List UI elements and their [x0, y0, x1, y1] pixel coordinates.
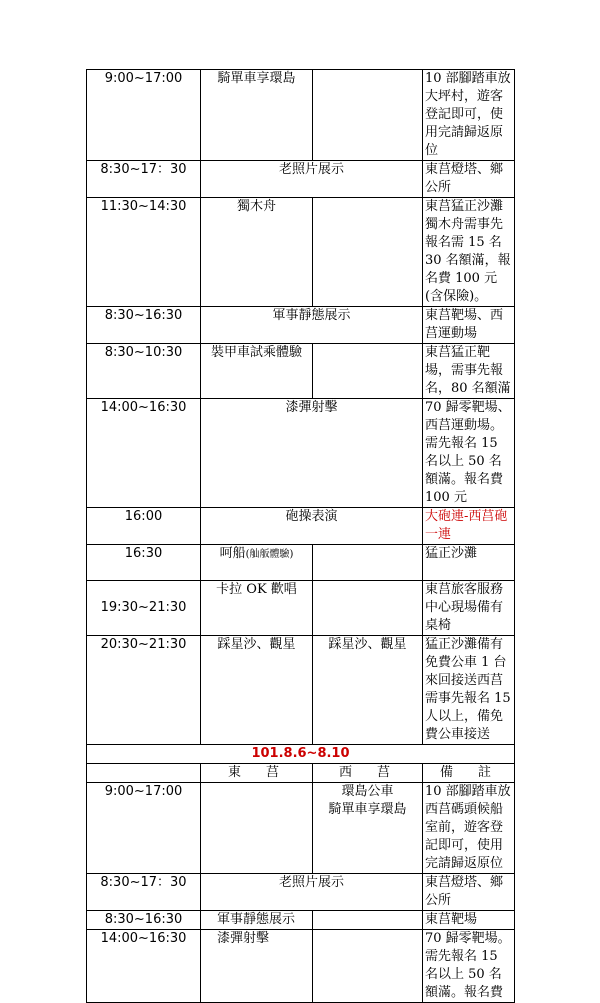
time-header [87, 764, 201, 783]
schedule-table [86, 69, 515, 1003]
west-activity [313, 581, 423, 636]
table-row [87, 911, 515, 930]
shared-activity: 老照片展示 [201, 874, 423, 911]
east-activity: 裝甲車試乘體驗 [201, 344, 313, 399]
east-activity: 騎單車享環島 [201, 70, 313, 161]
time-cell: 16:30 [87, 545, 201, 581]
time-cell: 11:30~14:30 [87, 198, 201, 307]
east-activity: 卡拉 OK 歡唱 [201, 581, 313, 636]
note-cell: 東莒猛正沙灘獨木舟需事先報名需 15 名 30 名額滿，報名費 100 元(含保險)。 [423, 198, 515, 307]
east-activity: 獨木舟 [201, 198, 313, 307]
time-cell: 16:00 [87, 508, 201, 545]
table-row [87, 307, 515, 344]
time-cell: 14:00~16:30 [87, 930, 201, 1003]
west-activity: 環島公車 騎單車享環島 [313, 783, 423, 874]
table-row [87, 70, 515, 161]
east-activity-label: 呵船 [219, 546, 246, 561]
section-date: 101.8.6~8.10 [87, 745, 515, 764]
note-cell: 猛正沙灘 [423, 545, 515, 581]
note-cell: 猛正沙灘備有免費公車 1 台來回接送西莒需事先報名 15 人以上，備免費公車接送 [423, 636, 515, 745]
table-row [87, 545, 515, 581]
section-date-row [87, 745, 515, 764]
table-row [87, 636, 515, 745]
shared-activity: 老照片展示 [201, 161, 423, 198]
note-cell: 東莒旅客服務中心現場備有桌椅 [423, 581, 515, 636]
east-activity-sub: (舢舨體驗) [245, 549, 294, 560]
west-activity [313, 344, 423, 399]
note-header: 備 註 [423, 764, 515, 783]
shared-activity: 漆彈射擊 [201, 399, 423, 508]
table-row [87, 161, 515, 198]
time-cell: 9:00~17:00 [87, 70, 201, 161]
note-cell: 東莒猛正靶場，需事先報名，80 名額滿 [423, 344, 515, 399]
west-activity [313, 198, 423, 307]
time-cell: 8:30~16:30 [87, 911, 201, 930]
time-cell: 8:30~17：30 [87, 874, 201, 911]
table-row [87, 783, 515, 874]
table-row [87, 198, 515, 307]
east-activity: 漆彈射擊 [201, 930, 313, 1003]
table-row [87, 508, 515, 545]
time-cell: 8:30~16:30 [87, 307, 201, 344]
time-cell: 20:30~21:30 [87, 636, 201, 745]
east-activity: 軍事靜態展示 [201, 911, 313, 930]
note-cell: 10 部腳踏車放西莒碼頭候船室前，遊客登記即可，使用完請歸返原位 [423, 783, 515, 874]
time-cell: 8:30~17：30 [87, 161, 201, 198]
note-cell: 東莒靶場 [423, 911, 515, 930]
shared-activity: 砲操表演 [201, 508, 423, 545]
east-activity [201, 783, 313, 874]
note-cell: 東莒靶場、西莒運動場 [423, 307, 515, 344]
note-cell: 10 部腳踏車放大坪村，遊客登記即可，使用完請歸返原位 [423, 70, 515, 161]
time-cell: 14:00~16:30 [87, 399, 201, 508]
note-cell: 70 歸零靶場。需先報名 15 名以上 50 名額滿。報名費 [423, 930, 515, 1003]
time-cell: 8:30~10:30 [87, 344, 201, 399]
west-activity [313, 911, 423, 930]
west-activity [313, 930, 423, 1003]
east-activity [201, 545, 313, 581]
east-activity: 踩星沙、觀星 [201, 636, 313, 745]
table-row [87, 399, 515, 508]
note-cell: 東莒燈塔、鄉公所 [423, 874, 515, 911]
time-cell: 9:00~17:00 [87, 783, 201, 874]
note-cell: 東莒燈塔、鄉公所 [423, 161, 515, 198]
time-cell: 19:30~21:30 [87, 581, 201, 636]
table-row [87, 581, 515, 636]
east-header: 東 莒 [201, 764, 313, 783]
table-row [87, 874, 515, 911]
shared-activity: 軍事靜態展示 [201, 307, 423, 344]
column-header-row [87, 764, 515, 783]
note-cell: 大砲連-西莒砲一連 [423, 508, 515, 545]
west-header: 西 莒 [313, 764, 423, 783]
west-activity: 踩星沙、觀星 [313, 636, 423, 745]
table-row [87, 930, 515, 1003]
west-activity [313, 545, 423, 581]
note-cell: 70 歸零靶場、西莒運動場。需先報名 15 名以上 50 名額滿。報名費 100 元 [423, 399, 515, 508]
table-row [87, 344, 515, 399]
west-activity [313, 70, 423, 161]
